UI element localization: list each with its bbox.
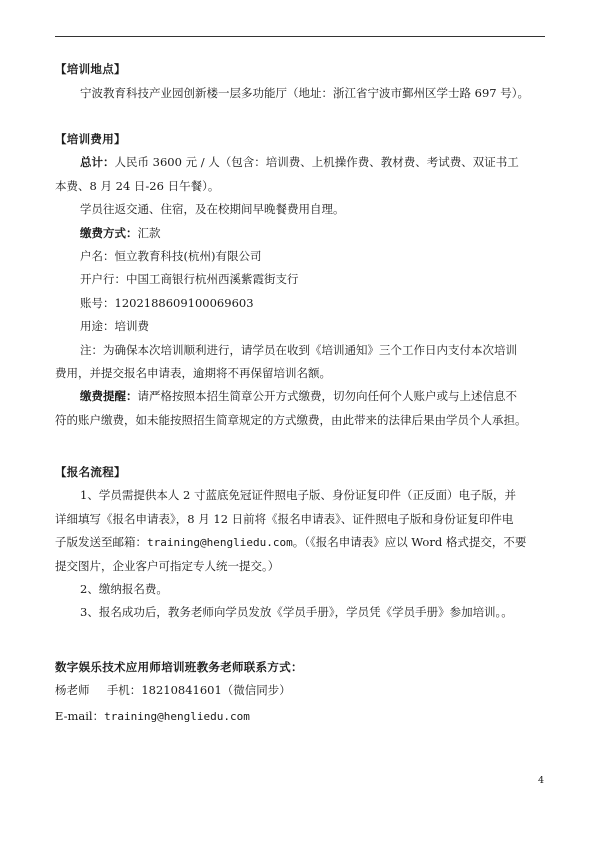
process-step1-cont-1: 详细填写《报名申请表》，8 月 12 日前将《报名申请表》、证件照电子版和身份证复印件电 <box>55 511 514 526</box>
process-step1-cont-2 <box>55 531 555 554</box>
location-text: 宁波教育科技产业园创新楼一层多功能厅（地址：浙江省宁波市鄞州区学士路 697 号）。 <box>80 86 530 101</box>
fee-account-number: 1202188609100069603 <box>114 295 254 310</box>
fee-section <box>55 128 555 432</box>
fee-total-line <box>55 151 555 174</box>
fee-warning-label: 缴费提醒： <box>80 389 138 404</box>
location-heading: 【培训地点】 <box>55 62 126 76</box>
fee-heading: 【培训费用】 <box>55 132 126 146</box>
contact-phone[interactable]: 18210841601 <box>141 683 222 698</box>
fee-total-text: 人民币 3600 元 / 人（包含：培训费、上机操作费、教材费、考试费、双证书工 <box>114 155 519 170</box>
contact-email-link[interactable]: training@hengliedu.com <box>104 709 250 723</box>
fee-account-label: 账号： <box>80 295 115 310</box>
fee-total-label: 总计： <box>80 155 115 170</box>
fee-method-line <box>55 222 555 245</box>
fee-warning-line <box>55 385 555 408</box>
process-heading: 【报名流程】 <box>55 465 126 479</box>
contact-phone-label: 手机： <box>106 683 142 698</box>
contact-phone-note: （微信同步） <box>221 683 291 698</box>
fee-bank: 开户行：中国工商银行杭州西溪紫霞街支行 <box>80 272 299 287</box>
fee-account-name: 户名：恒立教育科技(杭州)有限公司 <box>80 249 262 264</box>
process-step1-email-note: 。（《报名申请表》应以 Word 格式提交，不要 <box>292 535 527 550</box>
contact-teacher: 杨老师 <box>55 683 90 698</box>
contact-email-label: E-mail： <box>55 708 105 723</box>
location-section <box>55 58 555 106</box>
fee-method-value: 汇款 <box>137 225 161 240</box>
fee-self-pay: 学员往返交通、住宿，及在校期间早晚餐费用自理。 <box>80 202 345 217</box>
process-step3: 3、报名成功后，教务老师向学员发放《学员手册》，学员凭《学员手册》参加培训。。 <box>80 605 513 620</box>
process-step1: 1、学员需提供本人 2 寸蓝底免冠证件照电子版、身份证复印件（正反面）电子版，并 <box>80 488 516 503</box>
fee-purpose: 用途：培训费 <box>80 319 149 334</box>
contact-section <box>55 656 555 728</box>
fee-warning-text-cont: 符的账户缴费，如未能按照招生简章规定的方式缴费，由此带来的法律后果由学员个人承担。 <box>55 412 527 427</box>
process-step1-email-label: 子版发送至邮箱： <box>55 535 147 550</box>
fee-note-cont: 费用，并提交报名申请表，逾期将不再保留培训名额。 <box>55 366 331 381</box>
contact-phone-line <box>55 679 555 702</box>
fee-account-line <box>55 292 555 315</box>
header-rule <box>55 36 545 37</box>
contact-email-line <box>55 705 555 728</box>
process-step2: 2、缴纳报名费。 <box>80 582 168 597</box>
process-section <box>55 461 555 625</box>
contact-heading: 数字娱乐技术应用师培训班教务老师联系方式： <box>55 660 303 674</box>
fee-note: 注：为确保本次培训顺利进行，请学员在收到《培训通知》三个工作日内支付本次培训 <box>80 342 517 357</box>
process-email-link[interactable]: training@hengliedu.com <box>147 536 293 550</box>
page-number: 4 <box>537 775 544 786</box>
fee-method-label: 缴费方式： <box>80 225 138 240</box>
fee-warning-text: 请严格按照本招生简章公开方式缴费，切勿向任何个人账户或与上述信息不 <box>137 389 517 404</box>
fee-total-text-cont: 本费、8 月 24 日-26 日午餐）。 <box>55 178 220 193</box>
process-step1-cont-3: 提交图片，企业客户可指定专人统一提交。） <box>55 558 280 573</box>
